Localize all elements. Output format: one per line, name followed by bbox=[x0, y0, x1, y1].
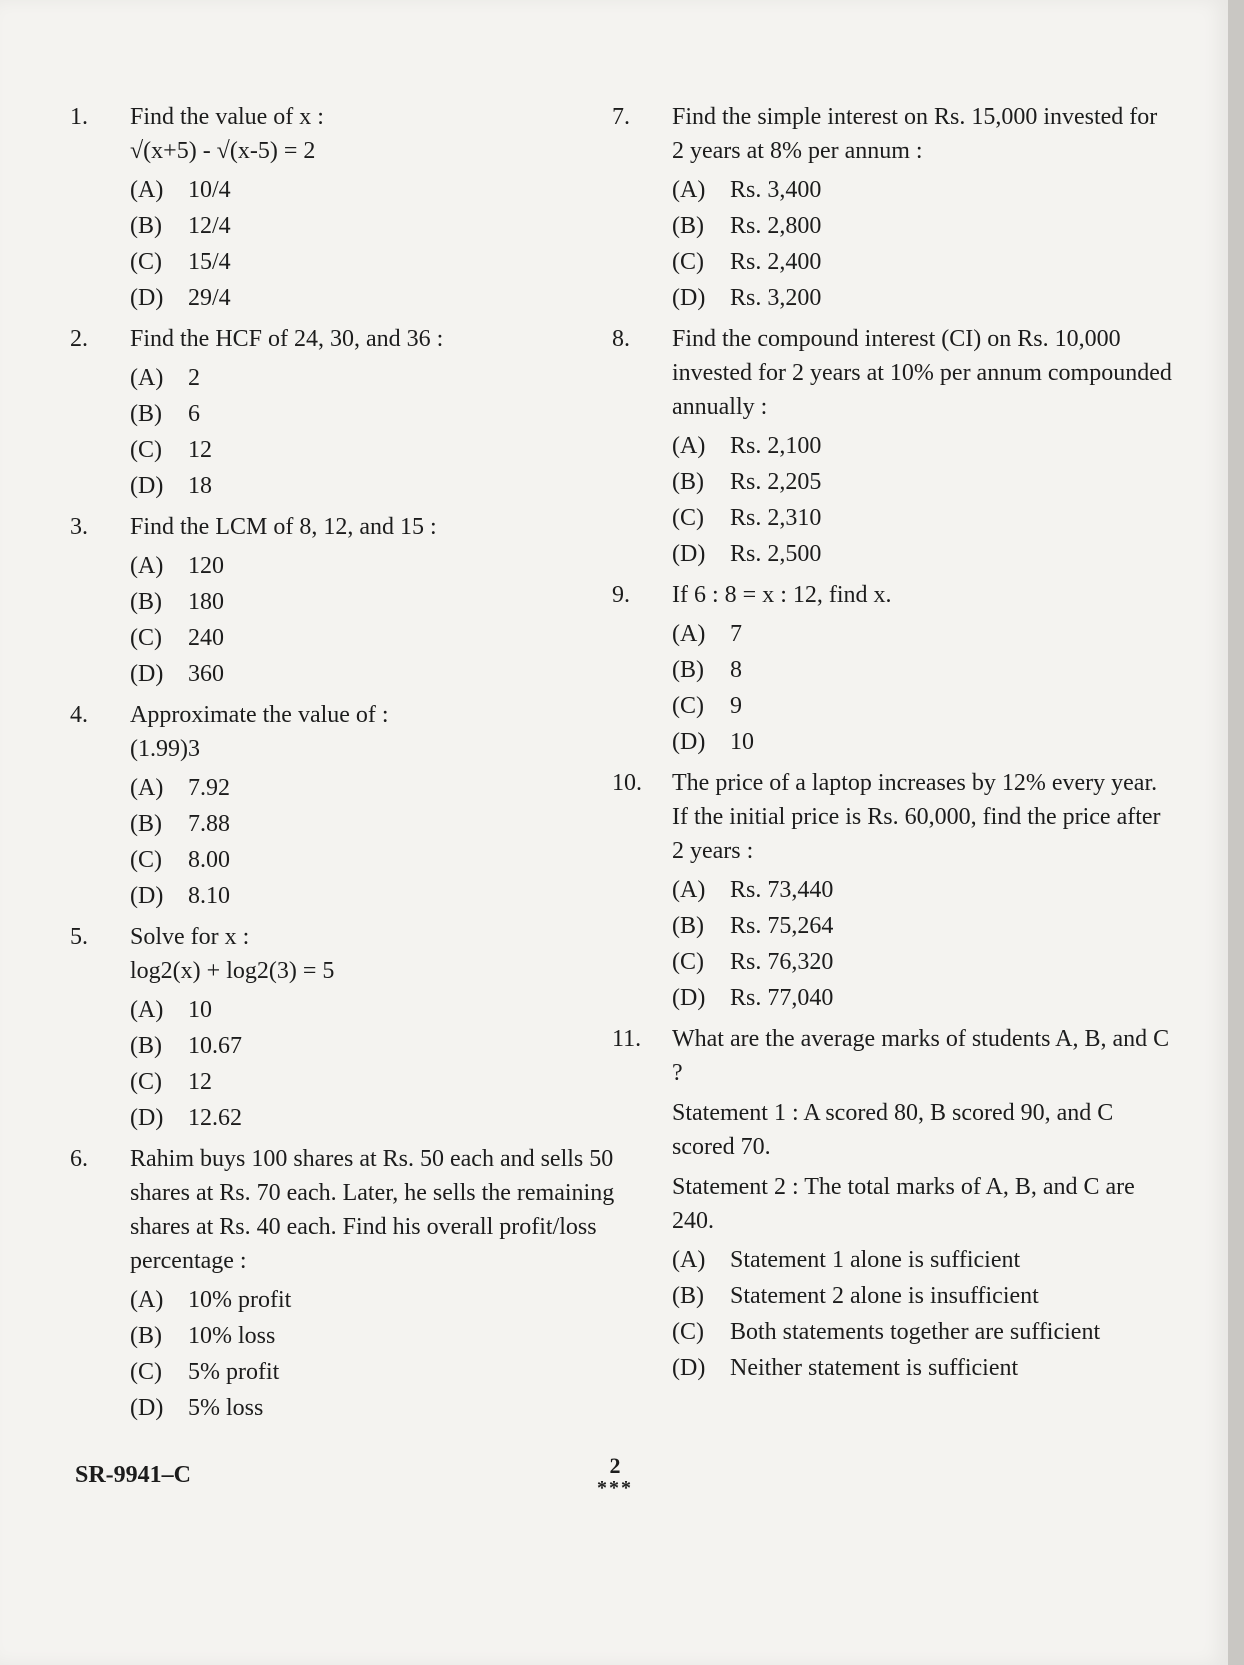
option-text: 120 bbox=[188, 553, 224, 579]
question-body bbox=[130, 698, 630, 914]
question-6 bbox=[70, 1142, 630, 1426]
question-stem: Find the simple interest on Rs. 15,000 invested for 2 years at 8% per annum : bbox=[672, 104, 1158, 164]
option-text: 7.92 bbox=[188, 775, 230, 801]
option-text: 9 bbox=[730, 693, 742, 719]
option-a bbox=[130, 360, 630, 396]
option-label: (C) bbox=[672, 249, 704, 275]
option-a bbox=[130, 548, 630, 584]
option-a bbox=[130, 770, 630, 806]
option-b bbox=[130, 396, 630, 432]
option-label: (D) bbox=[672, 1355, 706, 1381]
option-text: Rs. 2,100 bbox=[730, 433, 822, 459]
option-label: (A) bbox=[130, 1287, 164, 1313]
option-label: (C) bbox=[672, 505, 704, 531]
option-text: 12.62 bbox=[188, 1105, 242, 1131]
question-number: 10. bbox=[612, 770, 642, 796]
option-d bbox=[130, 280, 630, 316]
option-text: Rs. 2,310 bbox=[730, 505, 822, 531]
option-a bbox=[130, 1282, 630, 1318]
option-label: (C) bbox=[130, 1359, 162, 1385]
option-text: 8 bbox=[730, 657, 742, 683]
option-b bbox=[130, 584, 630, 620]
question-4 bbox=[70, 698, 630, 914]
option-label: (C) bbox=[130, 437, 162, 463]
right-column bbox=[612, 100, 1172, 1392]
question-number: 11. bbox=[612, 1026, 642, 1052]
question-body bbox=[672, 100, 1172, 316]
question-expression: (1.99)3 bbox=[130, 736, 200, 762]
option-text: Rs. 76,320 bbox=[730, 949, 834, 975]
option-text: 10% loss bbox=[188, 1323, 276, 1349]
question-stem: What are the average marks of students A, B, and C ? bbox=[672, 1026, 1170, 1086]
option-b bbox=[672, 652, 1172, 688]
question-number: 6. bbox=[70, 1146, 88, 1172]
option-d bbox=[130, 468, 630, 504]
option-b bbox=[130, 1028, 630, 1064]
option-label: (B) bbox=[672, 213, 704, 239]
question-stem: Find the value of x : bbox=[130, 104, 324, 130]
options-list bbox=[130, 992, 630, 1136]
option-text: 10.67 bbox=[188, 1033, 242, 1059]
option-text: Both statements together are sufficient bbox=[730, 1319, 1101, 1345]
option-b bbox=[672, 208, 1172, 244]
option-label: (A) bbox=[672, 177, 706, 203]
option-text: 5% profit bbox=[188, 1359, 280, 1385]
question-stem: Approximate the value of : bbox=[130, 702, 389, 728]
question-body bbox=[672, 1022, 1172, 1386]
option-c bbox=[130, 244, 630, 280]
question-stem: Rahim buys 100 shares at Rs. 50 each and sells 50 shares at Rs. 70 each. Later, he sells the remaining shares at Rs. 40 each. Find his overall profit/loss percentage : bbox=[130, 1146, 615, 1274]
option-c bbox=[130, 1064, 630, 1100]
option-label: (D) bbox=[672, 985, 706, 1011]
option-c bbox=[672, 944, 1172, 980]
end-stars: *** bbox=[597, 1477, 633, 1499]
question-body bbox=[130, 322, 630, 504]
statement-2: Statement 2 : The total marks of A, B, and C are 240. bbox=[672, 1174, 1135, 1234]
option-text: 360 bbox=[188, 661, 224, 687]
option-b bbox=[672, 1278, 1172, 1314]
option-text: 180 bbox=[188, 589, 224, 615]
option-text: 2 bbox=[188, 365, 200, 391]
question-stem: If 6 : 8 = x : 12, find x. bbox=[672, 582, 892, 608]
option-d bbox=[130, 1100, 630, 1136]
question-number: 9. bbox=[612, 582, 630, 608]
question-stem: Find the LCM of 8, 12, and 15 : bbox=[130, 514, 437, 540]
question-stem: The price of a laptop increases by 12% every year. If the initial price is Rs. 60,000, find the price after 2 years : bbox=[672, 770, 1161, 864]
option-text: Neither statement is sufficient bbox=[730, 1355, 1019, 1381]
option-text: 12 bbox=[188, 1069, 212, 1095]
option-text: Rs. 75,264 bbox=[730, 913, 834, 939]
option-text: Rs. 2,400 bbox=[730, 249, 822, 275]
question-expression: log2(x) + log2(3) = 5 bbox=[130, 958, 335, 984]
option-c bbox=[130, 432, 630, 468]
option-text: 240 bbox=[188, 625, 224, 651]
option-text: 5% loss bbox=[188, 1395, 264, 1421]
option-text: Rs. 3,400 bbox=[730, 177, 822, 203]
option-d bbox=[672, 724, 1172, 760]
option-label: (D) bbox=[130, 883, 164, 909]
option-c bbox=[672, 688, 1172, 724]
option-d bbox=[130, 1390, 630, 1426]
question-stem: Find the compound interest (CI) on Rs. 10,000 invested for 2 years at 10% per annum compounded annually : bbox=[672, 326, 1172, 420]
option-label: (C) bbox=[130, 625, 162, 651]
left-column bbox=[70, 100, 630, 1432]
question-body bbox=[130, 100, 630, 316]
option-b bbox=[672, 464, 1172, 500]
question-2 bbox=[70, 322, 630, 504]
option-text: 8.10 bbox=[188, 883, 230, 909]
option-label: (A) bbox=[130, 365, 164, 391]
option-label: (C) bbox=[672, 1319, 704, 1345]
option-a bbox=[672, 172, 1172, 208]
option-label: (A) bbox=[130, 997, 164, 1023]
options-list bbox=[672, 872, 1172, 1016]
option-label: (C) bbox=[130, 249, 162, 275]
option-text: Rs. 3,200 bbox=[730, 285, 822, 311]
option-d bbox=[672, 1350, 1172, 1386]
option-a bbox=[672, 428, 1172, 464]
question-5 bbox=[70, 920, 630, 1136]
option-text: 7 bbox=[730, 621, 742, 647]
option-text: 29/4 bbox=[188, 285, 231, 311]
options-list bbox=[130, 548, 630, 692]
statement-1: Statement 1 : A scored 80, B scored 90, and C scored 70. bbox=[672, 1100, 1114, 1160]
option-label: (D) bbox=[672, 729, 706, 755]
option-text: Statement 2 alone is insufficient bbox=[730, 1283, 1039, 1309]
option-label: (B) bbox=[672, 913, 704, 939]
question-number: 2. bbox=[70, 326, 88, 352]
option-label: (D) bbox=[130, 473, 164, 499]
question-body bbox=[672, 578, 1172, 760]
option-b bbox=[672, 908, 1172, 944]
option-label: (A) bbox=[130, 177, 164, 203]
option-text: 15/4 bbox=[188, 249, 231, 275]
option-label: (A) bbox=[672, 621, 706, 647]
option-label: (B) bbox=[130, 213, 162, 239]
option-label: (D) bbox=[672, 541, 706, 567]
option-text: 12/4 bbox=[188, 213, 231, 239]
question-11 bbox=[612, 1022, 1172, 1386]
question-9 bbox=[612, 578, 1172, 760]
option-text: 10% profit bbox=[188, 1287, 292, 1313]
question-stem: Find the HCF of 24, 30, and 36 : bbox=[130, 326, 444, 352]
option-c bbox=[130, 1354, 630, 1390]
question-7 bbox=[612, 100, 1172, 316]
option-label: (A) bbox=[672, 433, 706, 459]
question-number: 4. bbox=[70, 702, 88, 728]
option-text: 7.88 bbox=[188, 811, 230, 837]
option-c bbox=[672, 244, 1172, 280]
question-number: 8. bbox=[612, 326, 630, 352]
options-list bbox=[672, 1242, 1172, 1386]
options-list bbox=[130, 770, 630, 914]
option-label: (A) bbox=[130, 553, 164, 579]
options-list bbox=[130, 360, 630, 504]
option-label: (D) bbox=[130, 1395, 164, 1421]
question-body bbox=[672, 322, 1172, 572]
option-text: Statement 1 alone is sufficient bbox=[730, 1247, 1021, 1273]
option-label: (B) bbox=[130, 1033, 162, 1059]
question-number: 7. bbox=[612, 104, 630, 130]
question-3 bbox=[70, 510, 630, 692]
question-number: 5. bbox=[70, 924, 88, 950]
option-text: 18 bbox=[188, 473, 212, 499]
option-label: (C) bbox=[130, 1069, 162, 1095]
question-number: 3. bbox=[70, 514, 88, 540]
option-label: (B) bbox=[672, 469, 704, 495]
option-c bbox=[672, 500, 1172, 536]
option-b bbox=[130, 806, 630, 842]
options-list bbox=[672, 428, 1172, 572]
option-text: 6 bbox=[188, 401, 200, 427]
question-body bbox=[130, 510, 630, 692]
option-text: Rs. 73,440 bbox=[730, 877, 834, 903]
question-expression: √(x+5) - √(x-5) = 2 bbox=[130, 138, 316, 164]
options-list bbox=[672, 616, 1172, 760]
question-body bbox=[130, 1142, 630, 1426]
option-label: (B) bbox=[130, 1323, 162, 1349]
option-a bbox=[672, 872, 1172, 908]
option-d bbox=[672, 536, 1172, 572]
option-label: (B) bbox=[672, 657, 704, 683]
question-10 bbox=[612, 766, 1172, 1016]
option-text: Rs. 2,500 bbox=[730, 541, 822, 567]
option-label: (B) bbox=[672, 1283, 704, 1309]
option-text: 12 bbox=[188, 437, 212, 463]
page-edge bbox=[1228, 0, 1244, 1665]
option-text: Rs. 77,040 bbox=[730, 985, 834, 1011]
option-d bbox=[672, 280, 1172, 316]
option-label: (C) bbox=[130, 847, 162, 873]
options-list bbox=[672, 172, 1172, 316]
option-a bbox=[130, 992, 630, 1028]
question-body bbox=[672, 766, 1172, 1016]
option-text: 10/4 bbox=[188, 177, 231, 203]
option-d bbox=[130, 878, 630, 914]
option-a bbox=[130, 172, 630, 208]
option-label: (C) bbox=[672, 693, 704, 719]
option-text: Rs. 2,205 bbox=[730, 469, 822, 495]
option-label: (B) bbox=[130, 589, 162, 615]
option-a bbox=[672, 616, 1172, 652]
options-list bbox=[130, 1282, 630, 1426]
option-label: (A) bbox=[672, 1247, 706, 1273]
option-label: (D) bbox=[130, 661, 164, 687]
question-body bbox=[130, 920, 630, 1136]
option-d bbox=[672, 980, 1172, 1016]
option-c bbox=[130, 842, 630, 878]
option-text: Rs. 2,800 bbox=[730, 213, 822, 239]
option-label: (B) bbox=[130, 811, 162, 837]
question-1 bbox=[70, 100, 630, 316]
option-label: (D) bbox=[130, 285, 164, 311]
option-label: (D) bbox=[672, 285, 706, 311]
paper-code: SR-9941–C bbox=[75, 1462, 192, 1488]
question-8 bbox=[612, 322, 1172, 572]
option-c bbox=[672, 1314, 1172, 1350]
option-d bbox=[130, 656, 630, 692]
option-b bbox=[130, 1318, 630, 1354]
option-label: (B) bbox=[130, 401, 162, 427]
option-text: 10 bbox=[730, 729, 754, 755]
question-number: 1. bbox=[70, 104, 88, 130]
question-stem: Solve for x : bbox=[130, 924, 250, 950]
option-label: (C) bbox=[672, 949, 704, 975]
option-label: (D) bbox=[130, 1105, 164, 1131]
page-number: 2 bbox=[609, 1453, 621, 1478]
option-c bbox=[130, 620, 630, 656]
option-a bbox=[672, 1242, 1172, 1278]
option-text: 10 bbox=[188, 997, 212, 1023]
option-text: 8.00 bbox=[188, 847, 230, 873]
option-label: (A) bbox=[672, 877, 706, 903]
options-list bbox=[130, 172, 630, 316]
option-b bbox=[130, 208, 630, 244]
option-label: (A) bbox=[130, 775, 164, 801]
